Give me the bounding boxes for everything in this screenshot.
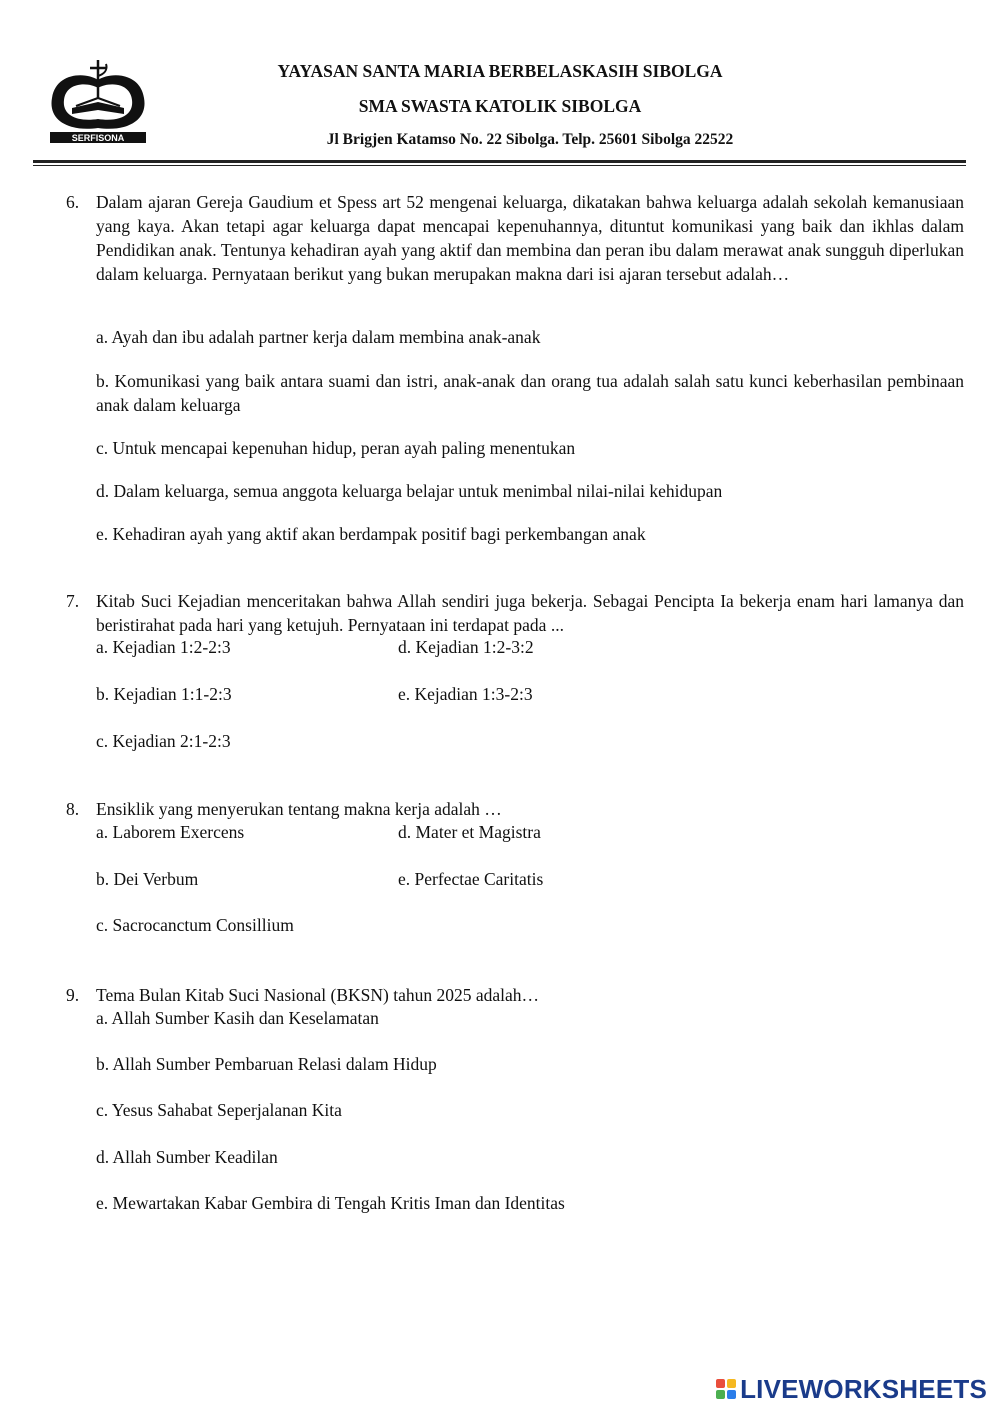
option-7e[interactable]: e. Kejadian 1:3-2:3	[398, 684, 533, 704]
question-text: Ensiklik yang menyerukan tentang makna kerja adalah …	[96, 799, 502, 819]
option-7b[interactable]: b. Kejadian 1:1-2:3	[96, 684, 232, 704]
liveworksheets-brand: LIVEWORKSHEETS	[740, 1373, 987, 1404]
liveworksheets-mark-icon	[716, 1379, 736, 1399]
question-9	[66, 983, 964, 1007]
option-8a[interactable]: a. Laborem Exercens	[96, 822, 245, 842]
option-8b[interactable]: b. Dei Verbum	[96, 869, 199, 889]
option-6b[interactable]: b. Komunikasi yang baik antara suami dan istri, anak-anak dan orang tua adalah salah satu kunci keberhasilan pembinaan anak dalam keluarga	[96, 371, 964, 415]
question-6	[66, 190, 964, 286]
option-8d[interactable]: d. Mater et Magistra	[398, 822, 541, 842]
option-6c[interactable]: c. Untuk mencapai kepenuhan hidup, peran ayah paling menentukan	[96, 438, 576, 458]
mark-square-yellow	[727, 1379, 736, 1388]
question-number: 8.	[66, 799, 80, 819]
question-text: Dalam ajaran Gereja Gaudium et Spess art 52 mengenai keluarga, dikatakan bahwa keluarga adalah sekolah kemanusiaan yang kaya. Akan tetapi agar keluarga dapat mencapai kepenuhannya, dituntut komunikasi yang baik dan ikhlas dalam Pendidikan anak. Tentunya kehadiran ayah yang aktif dan membina dan peran ibu dalam merawat anak sungguh diperlukan dalam keluarga. Pernyataan berikut yang bukan merupakan makna dari isi ajaran tersebut adalah…	[96, 192, 964, 284]
question-number: 7.	[66, 591, 80, 611]
question-number: 6.	[66, 192, 80, 212]
liveworksheets-logo[interactable]	[716, 1374, 987, 1404]
option-8e[interactable]: e. Perfectae Caritatis	[398, 869, 544, 889]
question-text: Tema Bulan Kitab Suci Nasional (BKSN) tahun 2025 adalah…	[96, 985, 539, 1005]
question-8	[66, 797, 964, 821]
school-logo	[46, 58, 150, 146]
question-number: 9.	[66, 985, 80, 1005]
question-7	[66, 589, 964, 637]
option-9c[interactable]: c. Yesus Sahabat Seperjalanan Kita	[96, 1100, 342, 1120]
option-6e[interactable]: e. Kehadiran ayah yang aktif akan berdampak positif bagi perkembangan anak	[96, 524, 646, 544]
option-6d[interactable]: d. Dalam keluarga, semua anggota keluarga belajar untuk menimbal nilai-nilai kehidupan	[96, 481, 723, 501]
option-7a[interactable]: a. Kejadian 1:2-2:3	[96, 637, 231, 657]
option-9e[interactable]: e. Mewartakan Kabar Gembira di Tengah Kritis Iman dan Identitas	[96, 1193, 565, 1213]
option-9b[interactable]: b. Allah Sumber Pembaruan Relasi dalam Hidup	[96, 1054, 437, 1074]
svg-text:SERFISONA: SERFISONA	[71, 133, 125, 143]
mark-square-red	[716, 1379, 725, 1388]
school-name: SMA SWASTA KATOLIK SIBOLGA	[358, 96, 642, 116]
header-divider-thin	[33, 165, 966, 166]
header-divider-thick	[33, 160, 966, 163]
mark-square-green	[716, 1390, 725, 1399]
option-7c[interactable]: c. Kejadian 2:1-2:3	[96, 731, 231, 751]
option-8c[interactable]: c. Sacrocanctum Consillium	[96, 915, 294, 935]
option-9a[interactable]: a. Allah Sumber Kasih dan Keselamatan	[96, 1008, 379, 1028]
option-7d[interactable]: d. Kejadian 1:2-3:2	[398, 637, 534, 657]
question-text: Kitab Suci Kejadian menceritakan bahwa Allah sendiri juga bekerja. Sebagai Pencipta Ia bekerja enam hari lamanya dan beristirahat pada hari yang ketujuh. Pernyataan ini terdapat pada ...	[96, 591, 964, 635]
foundation-name: YAYASAN SANTA MARIA BERBELASKASIH SIBOLGA	[277, 61, 723, 81]
mark-square-blue	[727, 1390, 736, 1399]
school-address: Jl Brigjen Katamso No. 22 Sibolga. Telp. 25601 Sibolga 22522	[326, 131, 734, 148]
option-9d[interactable]: d. Allah Sumber Keadilan	[96, 1147, 278, 1167]
option-6a[interactable]: a. Ayah dan ibu adalah partner kerja dalam membina anak-anak	[96, 327, 541, 347]
document-header	[0, 0, 999, 170]
